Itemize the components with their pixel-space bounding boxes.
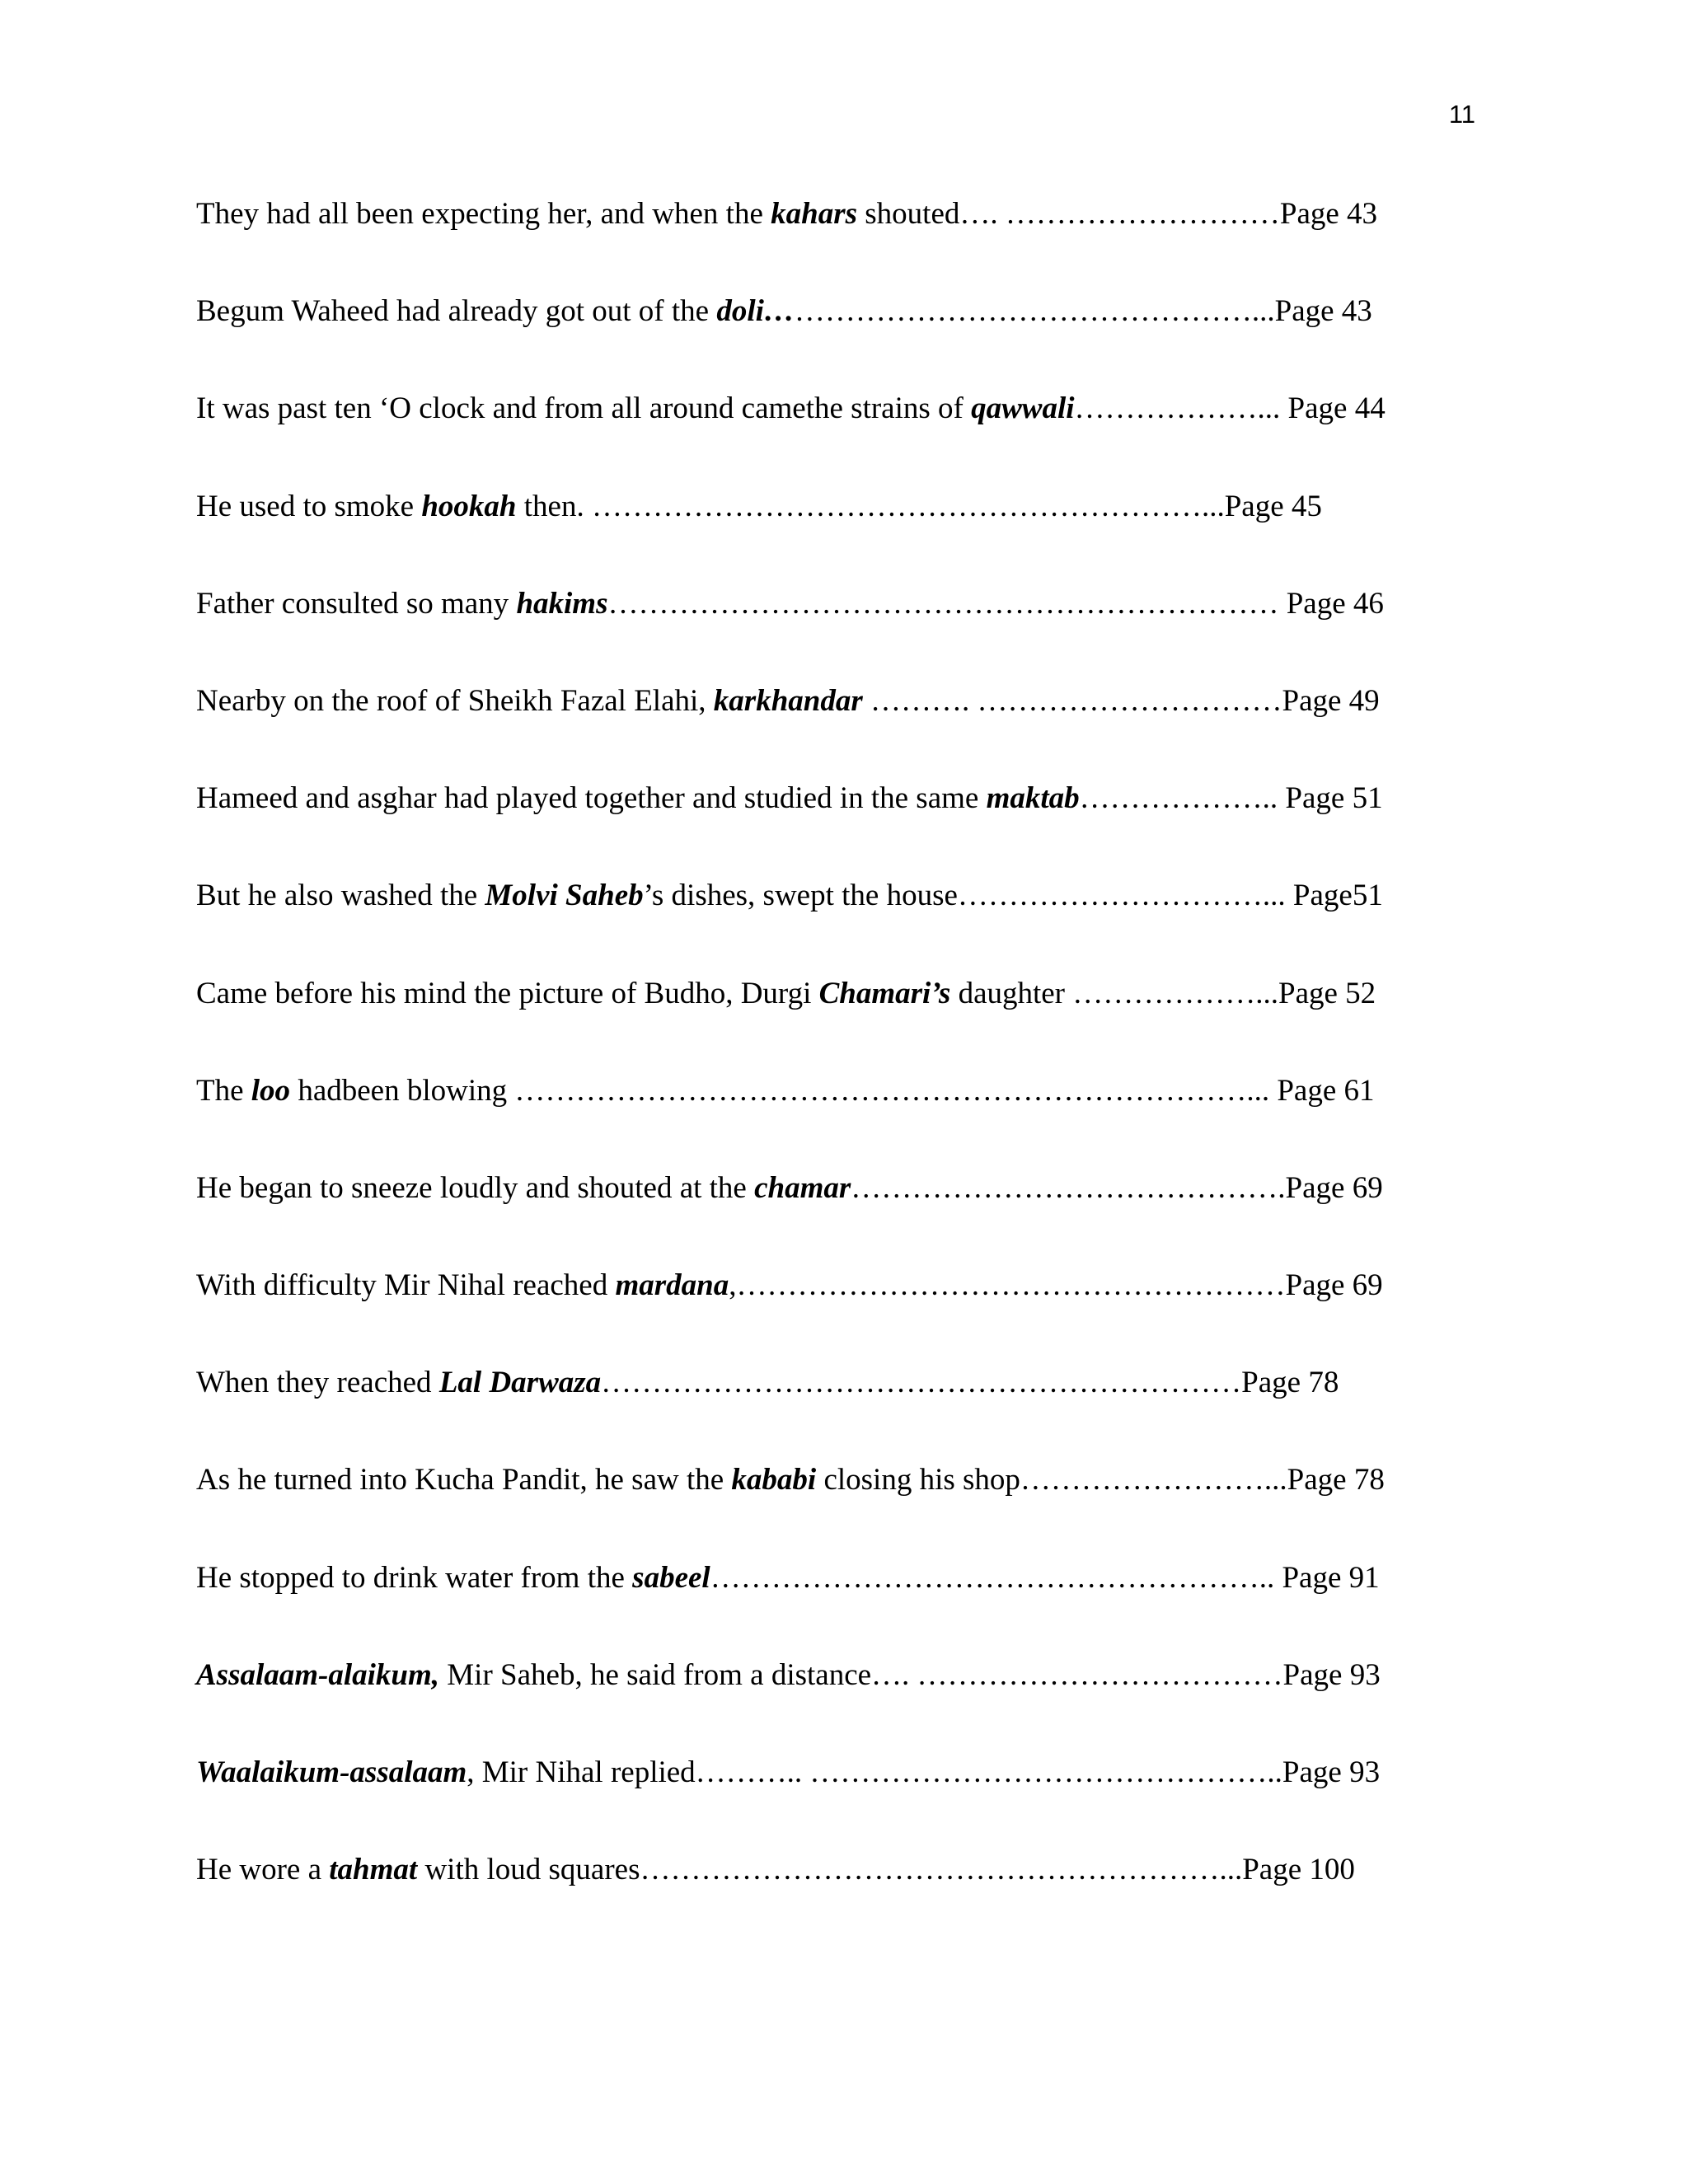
entry-text: The xyxy=(196,1073,251,1108)
glossary-term: hookah xyxy=(421,489,517,523)
entry-leader-page: ’s dishes, swept the house…………………………... Page51 xyxy=(643,879,1383,913)
glossary-term: Waalaikum-assalaam xyxy=(196,1755,467,1789)
entry-leader-page: closing his shop……………………...Page 78 xyxy=(816,1463,1385,1497)
glossary-term: hakims xyxy=(516,586,608,621)
entry-leader-page: shouted…. ………………………Page 43 xyxy=(857,197,1378,231)
entry-leader-page: ,………………………………………………Page 69 xyxy=(729,1268,1383,1303)
entry-leader-page: ……………………………………………….. Page 91 xyxy=(710,1560,1380,1595)
glossary-entry-mardana xyxy=(196,1268,1531,1365)
glossary-entry-maktab xyxy=(196,780,1531,878)
entry-text: Came before his mind the picture of Budho, Durgi xyxy=(196,976,819,1010)
glossary-entry-kababi xyxy=(196,1462,1531,1559)
glossary-entry-waalaikum-assalaam xyxy=(196,1755,1531,1852)
glossary-term: Lal Darwaza xyxy=(438,1366,602,1400)
entry-leader-page: hadbeen blowing ………………………………………………………………... Page 61 xyxy=(290,1073,1375,1108)
entry-leader-page: Mir Saheb, he said from a distance…. ………………………………Page 93 xyxy=(439,1657,1381,1692)
entry-leader-page: ………………………………………………………Page 78 xyxy=(601,1366,1339,1400)
glossary-term: Molvi Saheb xyxy=(485,879,644,913)
entry-text: Begum Waheed had already got out of the xyxy=(196,294,717,329)
glossary-entry-sabeel xyxy=(196,1560,1531,1657)
glossary-entry-loo xyxy=(196,1073,1531,1170)
glossary-entry-lal-darwaza xyxy=(196,1365,1531,1462)
glossary-term: chamar xyxy=(754,1170,851,1205)
glossary-entry-hookah xyxy=(196,489,1531,586)
page-number: 11 xyxy=(1448,100,1475,129)
glossary-entry-hakims xyxy=(196,586,1531,683)
entry-text: Nearby on the roof of Sheikh Fazal Elahi, xyxy=(196,683,714,718)
entry-leader-page: with loud squares…………………………………………………...Page 100 xyxy=(417,1853,1355,1887)
entry-leader-page: , Mir Nihal replied……….. ………………………………………..Page 93 xyxy=(467,1755,1381,1789)
glossary-term: kababi xyxy=(731,1463,817,1497)
glossary-term: qawwali xyxy=(971,391,1075,426)
glossary-entry-kahars xyxy=(196,196,1531,293)
glossary-term: maktab xyxy=(986,781,1080,816)
glossary-term: sabeel xyxy=(632,1560,710,1595)
glossary-term: loo xyxy=(251,1073,291,1108)
entry-leader-page: …………………………………….Page 69 xyxy=(851,1170,1383,1205)
entry-text: He stopped to drink water from the xyxy=(196,1560,633,1595)
glossary-entry-chamari xyxy=(196,976,1531,1073)
entry-text: Father consulted so many xyxy=(196,586,517,621)
glossary-term: tahmat xyxy=(329,1853,418,1887)
glossary-entry-karkhandar xyxy=(196,683,1531,780)
glossary-entry-molvi-saheb xyxy=(196,878,1531,975)
entry-leader-page: ……………….. Page 51 xyxy=(1079,781,1383,816)
glossary-term: doli… xyxy=(716,294,795,329)
glossary-entry-tahmat xyxy=(196,1852,1531,1949)
glossary-term: mardana xyxy=(615,1268,729,1303)
entry-text: But he also washed the xyxy=(196,879,485,913)
glossary-term: karkhandar xyxy=(713,683,863,718)
glossary-entry-qawwali xyxy=(196,391,1531,488)
entry-leader-page: ………………... Page 44 xyxy=(1074,391,1386,426)
entry-text: As he turned into Kucha Pandit, he saw the xyxy=(196,1463,732,1497)
entry-text: With difficulty Mir Nihal reached xyxy=(196,1268,616,1303)
entry-leader-page: then. ……………………………………………………...Page 45 xyxy=(516,489,1322,523)
glossary-term: kahars xyxy=(771,197,858,231)
entry-text: It was past ten ‘O clock and from all around camethe strains of xyxy=(196,391,972,426)
entry-text: When they reached xyxy=(196,1366,439,1400)
glossary-entry-assalaam-alaikum xyxy=(196,1657,1531,1755)
glossary-term: Chamari’s xyxy=(818,976,951,1010)
glossary-entry-doli xyxy=(196,293,1531,391)
glossary-entry-chamar xyxy=(196,1170,1531,1268)
entry-text: He used to smoke xyxy=(196,489,422,523)
glossary-term: Assalaam-alaikum, xyxy=(196,1657,440,1692)
entry-text: He began to sneeze loudly and shouted at the xyxy=(196,1170,755,1205)
entry-leader-page: ………. …………………………Page 49 xyxy=(862,683,1380,718)
glossary-entry-list xyxy=(196,196,1531,1949)
entry-leader-page: ………………………………………………………… Page 46 xyxy=(607,586,1384,621)
entry-text: They had all been expecting her, and when the xyxy=(196,197,771,231)
entry-text: Hameed and asghar had played together and studied in the same xyxy=(196,781,987,816)
entry-leader-page: daughter ………………...Page 52 xyxy=(950,976,1376,1010)
entry-text: He wore a xyxy=(196,1853,330,1887)
entry-leader-page: ………………………………………...Page 43 xyxy=(794,294,1372,329)
